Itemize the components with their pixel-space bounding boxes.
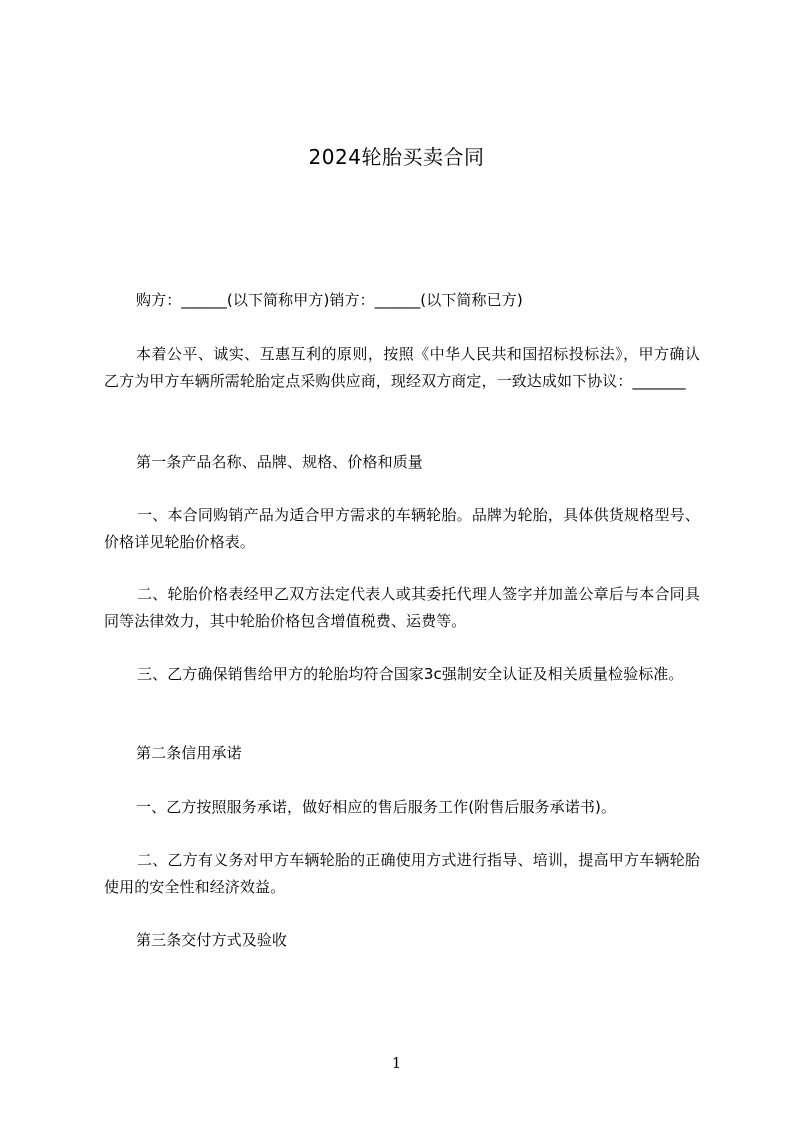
article-1-clause-1: 一、本合同购销产品为适合甲方需求的车辆轮胎。品牌为轮胎，具体供货规格型号、价格详见轮胎价格表。 — [104, 506, 700, 551]
article-2-clause-2: 二、乙方有义务对甲方车辆轮胎的正确使用方式进行指导、培训，提高甲方车辆轮胎使用的安全性和经济效益。 — [104, 851, 700, 896]
page-number: 1 — [391, 1054, 402, 1072]
parties-line: 购方：______(以下简称甲方)销方：______(以下简称已方) — [136, 291, 523, 309]
document-title: 2024轮胎买卖合同 — [308, 145, 485, 169]
article-2-heading: 第二条信用承诺 — [136, 744, 242, 762]
preamble-paragraph: 本着公平、诚实、互惠互利的原则，按照《中华人民共和国招标投标法》，甲方确认乙方为甲方车辆所需轮胎定点采购供应商，现经双方商定，一致达成如下协议：_______ — [104, 345, 700, 390]
article-3-heading: 第三条交付方式及验收 — [136, 931, 288, 949]
article-2-clause-1: 一、乙方按照服务承诺，做好相应的售后服务工作(附售后服务承诺书)。 — [136, 798, 617, 816]
article-1-heading: 第一条产品名称、品牌、规格、价格和质量 — [136, 453, 423, 471]
article-1-clause-3: 三、乙方确保销售给甲方的轮胎均符合国家3c强制安全认证及相关质量检验标准。 — [137, 665, 684, 683]
article-1-clause-2: 二、轮胎价格表经甲乙双方法定代表人或其委托代理人签字并加盖公章后与本合同具同等法律效力，其中轮胎价格包含增值税费、运费等。 — [104, 585, 700, 630]
